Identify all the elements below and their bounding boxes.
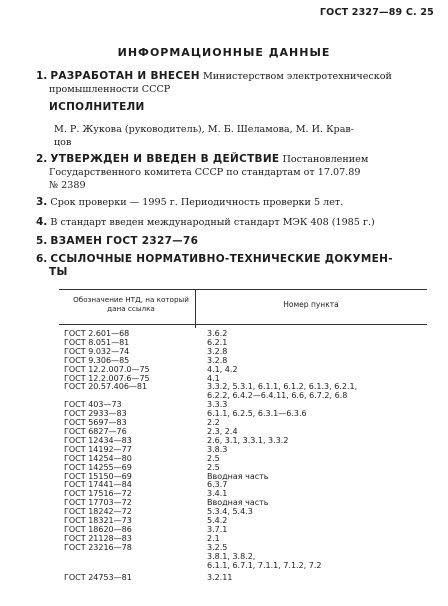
clause-line: 2.5 bbox=[207, 453, 220, 463]
table-row bbox=[59, 553, 427, 571]
table-cell-document: ГОСТ 6827—76 bbox=[64, 426, 127, 436]
table-cell-document: ГОСТ 18620—86 bbox=[64, 524, 132, 534]
section-2 bbox=[36, 153, 431, 192]
clause-line: 2.5 bbox=[207, 462, 220, 472]
clause-line: 4.1 bbox=[207, 373, 220, 383]
clause-line: 2.3, 2.4 bbox=[207, 426, 238, 436]
performers-line-2: цов bbox=[54, 137, 72, 148]
clause-line: 3.3.3 bbox=[207, 400, 228, 410]
clause-line: 3.2.8 bbox=[207, 346, 228, 356]
table-cell-document: ГОСТ 403—73 bbox=[64, 400, 122, 410]
clause-line: 3.7.1 bbox=[207, 524, 228, 534]
table-cell-document: ГОСТ 9.306—85 bbox=[64, 355, 130, 365]
table-cell-document: ГОСТ 5697—83 bbox=[64, 418, 127, 428]
section-1-lead: РАЗРАБОТАН И ВНЕСЕН bbox=[50, 70, 200, 82]
table-body bbox=[59, 330, 427, 583]
table-cell-document: ГОСТ 8.051—81 bbox=[64, 337, 130, 347]
table-header-divider bbox=[195, 290, 196, 328]
table-cell-document: ГОСТ 20.57.406—81 bbox=[64, 382, 148, 392]
page-header: ГОСТ 2327—89 С. 25 bbox=[319, 7, 434, 18]
clause-line: 6.1.1, 6.7.1, 7.1.1, 7.1.2, 7.2 bbox=[207, 560, 322, 570]
table-cell-document: ГОСТ 14254—80 bbox=[64, 453, 132, 463]
table-cell-document: ГОСТ 17516—72 bbox=[64, 489, 132, 499]
page-title: ИНФОРМАЦИОННЫЕ ДАННЫЕ bbox=[117, 46, 331, 59]
table-cell-document: ГОСТ 14192—77 bbox=[64, 444, 132, 454]
table-cell-document: ГОСТ 2.601—68 bbox=[64, 329, 130, 338]
clause-line: 2.1 bbox=[207, 533, 220, 543]
table-cell-document: ГОСТ 24753—81 bbox=[64, 573, 132, 583]
table-cell-document: ГОСТ 23216—78 bbox=[64, 542, 132, 552]
table-cell-document: ГОСТ 17703—72 bbox=[64, 498, 132, 508]
clause-line: 3.2.11 bbox=[207, 573, 233, 583]
clause-line: 3.8.3 bbox=[207, 444, 228, 454]
section-1-number: 1. bbox=[36, 70, 48, 82]
section-4-text: В стандарт введен международный стандарт МЭК 408 (1985 г.) bbox=[50, 217, 375, 228]
table-cell-clause bbox=[178, 383, 447, 401]
section-6 bbox=[36, 253, 431, 279]
table-cell-document: ГОСТ 12.2.007.0—75 bbox=[64, 364, 150, 374]
table-cell-document: ГОСТ 2933—83 bbox=[64, 409, 127, 419]
section-6-number: 6. bbox=[36, 253, 48, 265]
clause-line: 6.2.2, 6.4.2—6.4.11, 6.6, 6.7.2, 6.8 bbox=[207, 391, 348, 401]
clause-line: 6.3.7 bbox=[207, 480, 228, 490]
section-6-line-1: ССЫЛОЧНЫЕ НОРМАТИВНО-ТЕХНИЧЕСКИЕ ДОКУМЕН- bbox=[50, 253, 393, 265]
table-cell-clause bbox=[178, 574, 447, 583]
section-5 bbox=[36, 235, 431, 248]
performers-section bbox=[36, 101, 431, 149]
references-table bbox=[59, 289, 427, 583]
section-4-number: 4. bbox=[36, 216, 48, 228]
table-cell-document: ГОСТ 21128—83 bbox=[64, 533, 132, 543]
section-2-number: 2. bbox=[36, 153, 48, 165]
section-3-text: Срок проверки — 1995 г. Периодичность проверки 5 лет. bbox=[50, 197, 344, 208]
clause-line: 3.2.8 bbox=[207, 355, 228, 365]
table-cell-document: ГОСТ 17441—84 bbox=[64, 480, 132, 490]
section-4 bbox=[36, 216, 431, 229]
clause-line: 2.2 bbox=[207, 418, 220, 428]
table-cell-document: ГОСТ 18321—73 bbox=[64, 516, 132, 526]
table-cell-document: ГОСТ 12.2.007.6—75 bbox=[64, 373, 150, 383]
section-3 bbox=[36, 196, 431, 209]
clause-line: Вводная часть bbox=[207, 471, 269, 481]
clause-line: 3.2.5 bbox=[207, 542, 228, 552]
section-1-text-cont: промышленности СССР bbox=[49, 84, 171, 95]
clause-line: 3.8.1, 3.8.2, bbox=[207, 551, 256, 561]
section-5-text: ВЗАМЕН ГОСТ 2327—76 bbox=[50, 235, 199, 247]
table-cell-document: ГОСТ 9.032—74 bbox=[64, 346, 130, 356]
section-2-line-3: № 2389 bbox=[49, 180, 86, 191]
section-2-lead: УТВЕРЖДЕН И ВВЕДЕН В ДЕЙСТВИЕ bbox=[50, 153, 280, 165]
performers-heading: ИСПОЛНИТЕЛИ bbox=[49, 101, 145, 113]
table-row bbox=[59, 574, 427, 583]
clause-line: 5.3.4, 5.4.3 bbox=[207, 507, 253, 517]
section-1 bbox=[36, 70, 431, 96]
table-cell-clause bbox=[178, 553, 447, 571]
section-6-line-2: ТЫ bbox=[49, 266, 68, 278]
performers-line-1: М. Р. Жукова (руководитель), М. Б. Шеламова, М. И. Крав- bbox=[54, 124, 355, 135]
section-2-line-2: Государственного комитета СССР по стандартам от 17.07.89 bbox=[49, 167, 361, 178]
clause-line: 5.4.2 bbox=[207, 516, 228, 526]
table-header-document: Обозначение НТД, на который дана ссылка bbox=[73, 295, 189, 313]
clause-line: 6.1.1, 6.2.5, 6.3.1—6.3.6 bbox=[207, 409, 307, 419]
clause-line: 4.1, 4.2 bbox=[207, 364, 238, 374]
table-header-clause: Номер пункта bbox=[283, 300, 339, 309]
table-row bbox=[59, 383, 427, 401]
clause-line: 3.6.2 bbox=[207, 329, 228, 338]
table-header bbox=[59, 289, 427, 325]
section-2-text: Постановлением bbox=[282, 154, 369, 165]
table-cell-document: ГОСТ 15150—69 bbox=[64, 471, 132, 481]
clause-line: 6.2.1 bbox=[207, 337, 228, 347]
clause-line: 2.6, 3.1, 3.3.1, 3.3.2 bbox=[207, 435, 289, 445]
table-cell-document: ГОСТ 12434—83 bbox=[64, 435, 132, 445]
clause-line: Вводная часть bbox=[207, 498, 269, 508]
clause-line: 3.3.2, 5.3.1, 6.1.1, 6.1.2, 6.1.3, 6.2.1, bbox=[207, 382, 358, 392]
table-cell-document: ГОСТ 18242—72 bbox=[64, 507, 132, 517]
section-5-number: 5. bbox=[36, 235, 48, 247]
table-cell-document: ГОСТ 14255—69 bbox=[64, 462, 132, 472]
clause-line: 3.4.1 bbox=[207, 489, 228, 499]
section-3-number: 3. bbox=[36, 196, 48, 208]
section-1-text: Министерством электротехнической bbox=[202, 71, 392, 82]
